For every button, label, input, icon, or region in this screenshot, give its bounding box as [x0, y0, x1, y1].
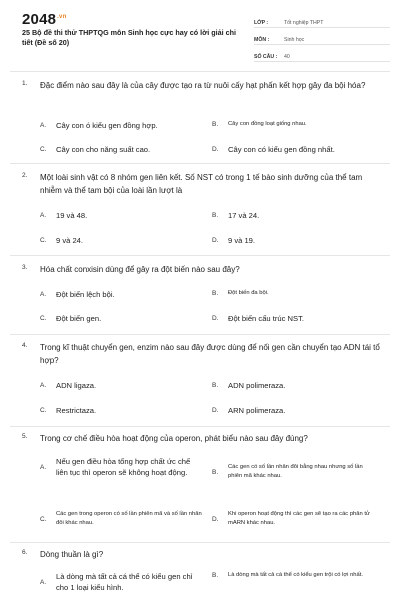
option-text: Đột biến gen.: [56, 314, 102, 323]
question-text: Trong cơ chế điều hòa hoạt động của operon, phát biểu nào sau đây đúng?: [40, 434, 308, 443]
divider: [10, 542, 390, 543]
option-letter: D.: [212, 407, 219, 414]
option-b[interactable]: [212, 120, 307, 129]
question-number: 6.: [22, 549, 28, 556]
option-letter: D.: [212, 237, 219, 244]
document-title: 25 Bộ đề thi thử THPTQG môn Sinh học cực hay có lời giải chi tiết (Đề số 20): [22, 28, 237, 47]
option-letter: C.: [40, 407, 47, 414]
question-number: 3.: [22, 264, 28, 271]
question-text: Dòng thuần là gì?: [40, 550, 104, 559]
question-number: 5.: [22, 433, 28, 440]
option-text: Các gen có số lần nhân đôi bằng nhau nhưng số lần phiên mã khác nhau.: [228, 464, 363, 479]
divider: [10, 255, 390, 256]
option-d[interactable]: [212, 144, 335, 155]
option-a[interactable]: [40, 571, 200, 593]
option-text: Cây con có kiểu gen đồng nhất.: [228, 145, 335, 154]
question-number: 2.: [22, 172, 28, 179]
option-text: Cây con ó kiểu gen đồng hợp.: [56, 121, 158, 130]
option-text: Cây con cho năng suất cao.: [56, 145, 151, 154]
option-letter: A.: [40, 463, 47, 471]
option-a[interactable]: [40, 456, 200, 478]
logo-suffix: .vn: [57, 14, 67, 20]
divider: [10, 163, 390, 164]
divider: [10, 334, 390, 335]
option-b[interactable]: [212, 571, 377, 580]
question-number: 1.: [22, 80, 28, 87]
option-b[interactable]: [212, 210, 259, 221]
option-text: 19 và 48.: [56, 211, 88, 220]
divider: [10, 426, 390, 427]
option-text: 17 và 24.: [228, 211, 260, 220]
option-text: ADN ligaza.: [56, 381, 97, 390]
option-c[interactable]: [40, 235, 83, 246]
option-letter: C.: [40, 146, 47, 153]
option-text: Khi operon hoạt động thì các gen sẽ tạo ra các phân tử mARN khác nhau.: [228, 511, 370, 526]
option-letter: B.: [212, 572, 219, 579]
option-text: Là dòng mà tất cả cá thể có kiểu gen trội có lợi nhất.: [228, 572, 363, 578]
meta-row-grade: [254, 14, 390, 28]
option-d[interactable]: [212, 510, 377, 528]
option-text: ARN polimeraza.: [228, 406, 286, 415]
question-number: 4.: [22, 342, 28, 349]
option-c[interactable]: [40, 510, 205, 528]
option-letter: B.: [212, 212, 219, 219]
option-a[interactable]: [40, 210, 87, 221]
option-letter: B.: [212, 382, 219, 389]
option-b[interactable]: [212, 463, 377, 481]
site-logo[interactable]: [22, 11, 66, 28]
meta-row-subject: [254, 31, 390, 45]
option-letter: B.: [212, 290, 219, 297]
option-d[interactable]: [212, 313, 304, 324]
option-text: ADN polimeraza.: [228, 381, 286, 390]
meta-label: SỐ CÂU :: [254, 54, 278, 60]
question-text: Trong kĩ thuật chuyển gen, enzim nào sau đây được dùng để nối gen cần chuyển tạo ADN tái tổ hợp?: [40, 343, 380, 365]
meta-label: MÔN :: [254, 37, 270, 43]
option-a[interactable]: [40, 380, 96, 391]
question-text: Hóa chất conxisin dùng để gây ra đột biến nào sau đây?: [40, 265, 240, 274]
option-text: Cây con đồng loạt giống nhau.: [228, 121, 307, 127]
option-letter: D.: [212, 515, 219, 523]
option-letter: A.: [40, 212, 47, 219]
option-letter: B.: [212, 121, 219, 128]
option-text: 9 và 24.: [56, 236, 84, 245]
document-header: [0, 0, 400, 60]
meta-value: Tốt nghiệp THPT: [284, 20, 324, 26]
option-letter: C.: [40, 237, 47, 244]
option-b[interactable]: [212, 380, 285, 391]
option-letter: B.: [212, 468, 219, 476]
option-letter: D.: [212, 146, 219, 153]
option-text: Nếu gen điều hòa tổng hợp chất ức chế liên tục thì operon sẽ không hoạt động.: [56, 457, 191, 477]
option-letter: D.: [212, 315, 219, 322]
meta-label: LỚP :: [254, 20, 269, 26]
option-text: Đột biến lệch bội.: [56, 290, 115, 299]
option-c[interactable]: [40, 313, 101, 324]
option-text: Các gen trong operon có số lần phiên mã và số lần nhân đôi khác nhau.: [56, 511, 202, 526]
option-b[interactable]: [212, 289, 269, 298]
question-text: Một loài sinh vật có 8 nhóm gen liên kết. Số NST có trong 1 tế bào sinh dưỡng của thể tam nhiễm và thể tam bội của loài lần lượt là: [40, 173, 363, 195]
option-letter: C.: [40, 315, 47, 322]
option-c[interactable]: [40, 144, 150, 155]
option-text: Đột biến đa bội.: [228, 290, 269, 296]
divider: [10, 71, 390, 72]
option-c[interactable]: [40, 405, 96, 416]
logo-text: 2048: [22, 11, 57, 28]
option-d[interactable]: [212, 405, 285, 416]
option-text: 9 và 19.: [228, 236, 256, 245]
question-text: Đặc điểm nào sau đây là của cây được tạo ra từ nuôi cấy hạt phấn kết hợp gây đa bội hóa?: [40, 81, 366, 90]
option-text: Restrictaza.: [56, 406, 97, 415]
option-letter: A.: [40, 578, 47, 586]
option-letter: A.: [40, 122, 47, 129]
option-d[interactable]: [212, 235, 255, 246]
option-a[interactable]: [40, 120, 158, 131]
option-letter: C.: [40, 515, 47, 523]
meta-panel: [254, 14, 390, 65]
option-a[interactable]: [40, 289, 115, 300]
meta-value: Sinh học: [284, 37, 305, 43]
option-text: Đột biến cấu trúc NST.: [228, 314, 304, 323]
option-letter: A.: [40, 382, 47, 389]
option-text: Là dòng mà tất cả cá thể có kiểu gen chỉ cho 1 loại kiểu hình.: [56, 572, 193, 592]
meta-row-count: [254, 48, 390, 62]
meta-value: 40: [284, 54, 290, 60]
option-letter: A.: [40, 291, 47, 298]
